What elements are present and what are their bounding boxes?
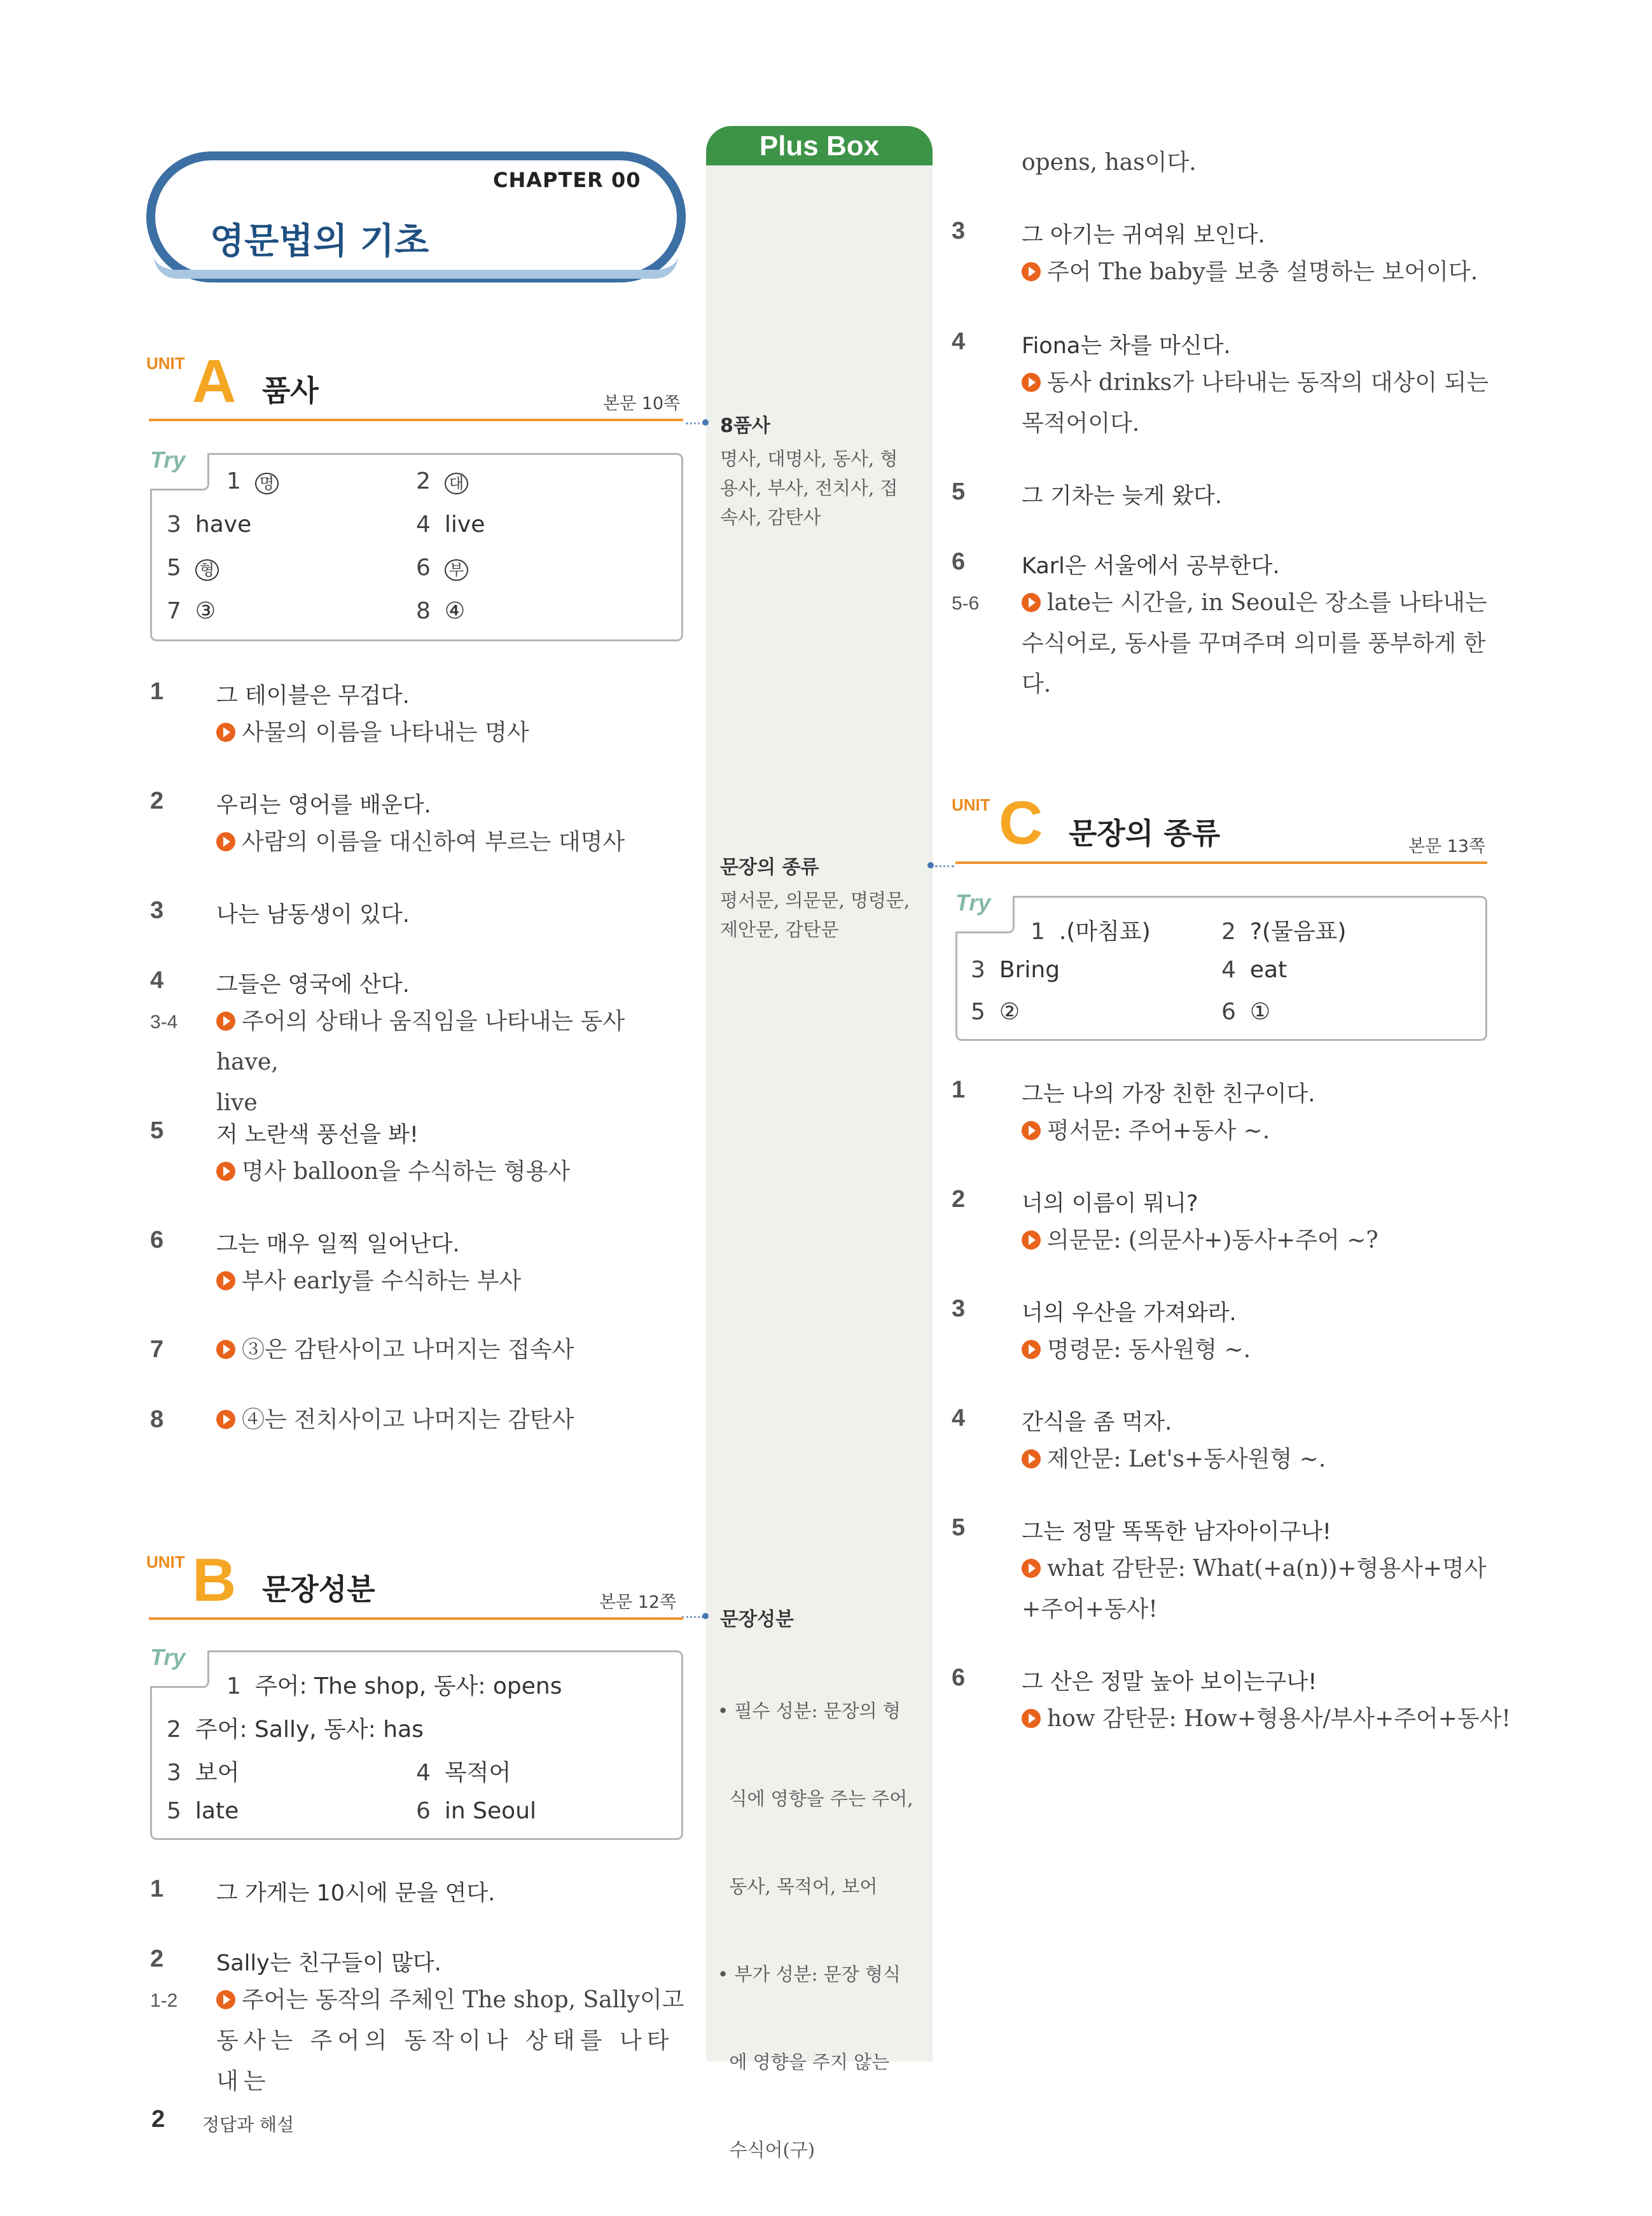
try-answer: 4 eat — [1221, 957, 1288, 983]
answer-number: 5 — [952, 478, 966, 505]
answer-explanation: 의문문: (의문사+)동사+주어 ~? — [1022, 1220, 1378, 1261]
answer-sentence: 간식을 좀 먹자. — [1022, 1410, 1172, 1435]
play-bullet-icon — [216, 1162, 235, 1181]
play-bullet-icon — [1022, 1230, 1041, 1250]
play-bullet-icon — [216, 1340, 235, 1359]
answer-explanation: 주어의 상태나 움직임을 나타내는 동사 have, live — [216, 1008, 625, 1116]
answer-explanation: how 감탄문: How+형용사/부사+주어+동사! — [1022, 1699, 1511, 1739]
try-label: Try — [150, 447, 186, 473]
play-bullet-icon — [1022, 1709, 1041, 1728]
try-answer: 2 ?(물음표) — [1221, 919, 1347, 945]
answer-sentence: 그 기차는 늦게 왔다. — [1022, 484, 1222, 509]
try-answer: 1 .(마침표) — [1031, 919, 1151, 945]
answer-sentence: 저 노란색 풍선을 봐! — [216, 1122, 419, 1148]
unit-rule — [149, 419, 683, 421]
play-bullet-icon — [216, 723, 235, 742]
play-bullet-icon — [1022, 593, 1041, 612]
play-bullet-icon — [216, 1012, 235, 1031]
play-bullet-icon — [216, 1410, 235, 1429]
answer-explanation: ④는 전치사이고 나머지는 감탄사 — [216, 1400, 574, 1440]
play-bullet-icon — [216, 1990, 235, 2009]
unit-rule — [149, 1617, 683, 1620]
answer-sentence: 그 테이블은 무겁다. — [216, 683, 410, 709]
try-answer: 5 late — [167, 1798, 239, 1824]
answer-number: 2 — [952, 1186, 966, 1213]
try-answer: 6 부 — [416, 555, 468, 581]
try-answer: 3 보어 — [167, 1760, 240, 1786]
unit-title: 품사 — [262, 373, 319, 408]
answer-number: 1 — [150, 678, 164, 705]
answer-sentence: 나는 남동생이 있다. — [216, 902, 410, 928]
try-answer: 4 live — [416, 512, 485, 538]
play-bullet-icon — [1022, 1340, 1041, 1359]
footer-label: 정답과 해설 — [202, 2114, 295, 2135]
try-answer: 6 in Seoul — [416, 1798, 537, 1824]
answer-sentence: 그들은 영국에 산다. — [216, 972, 410, 998]
play-bullet-icon — [1022, 262, 1041, 281]
play-bullet-icon — [1022, 373, 1041, 392]
answer-explanation: 동사 drinks가 나타내는 동작의 대상이 되는 목적어이다. — [1022, 370, 1489, 436]
try-answer: 4 목적어 — [416, 1760, 511, 1786]
answer-number: 3 — [952, 1295, 966, 1322]
try-answer: 2 대 — [416, 468, 468, 494]
try-answer: 5 ② — [971, 999, 1020, 1025]
answer-explanation: 주어는 동작의 주체인 The shop, Sally이고 동사는 주어의 동작이나 상태를 나타내는 — [216, 1987, 684, 2094]
answer-explanation: 주어 The baby를 보충 설명하는 보어이다. — [1022, 252, 1478, 293]
answer-explanation: 사물의 이름을 나타내는 명사 — [216, 713, 529, 753]
try-answer: 7 ③ — [167, 598, 216, 624]
chapter-label: CHAPTER 00 — [493, 168, 641, 192]
answer-explanation: 평서문: 주어+동사 ~. — [1022, 1111, 1270, 1152]
answer-range: 3-4 — [150, 1012, 178, 1033]
answer-number: 4 — [952, 1405, 966, 1432]
answer-explanation: what 감탄문: What(+a(n))+형용사+명사 +주어+동사! — [1022, 1556, 1487, 1622]
answer-number: 5 — [150, 1117, 164, 1144]
answer-sentence: 그 가게는 10시에 문을 연다. — [216, 1881, 496, 1906]
try-answer: 1 주어: The shop, 동사: opens — [226, 1673, 562, 1699]
answer-sentence: 그는 정말 똑똑한 남자아이구나! — [1022, 1519, 1331, 1545]
answer-explanation: 명령문: 동사원형 ~. — [1022, 1330, 1251, 1370]
plus-connector — [682, 1616, 704, 1618]
unit-title: 문장의 종류 — [1069, 816, 1221, 851]
answer-number: 6 — [150, 1227, 164, 1253]
answer-sentence: 너의 이름이 뭐니? — [1022, 1191, 1198, 1216]
play-bullet-icon — [216, 832, 235, 851]
try-answer: 3 have — [167, 512, 252, 538]
plus-note-heading: 문장성분 — [720, 1608, 794, 1631]
answer-range: 5-6 — [952, 593, 980, 614]
answer-sentence: 그 산은 정말 높아 보이는구나! — [1022, 1669, 1317, 1695]
try-answer: 1 명 — [226, 468, 279, 494]
answer-sentence: 그 아기는 귀여워 보인다. — [1022, 223, 1265, 248]
play-bullet-icon — [1022, 1121, 1041, 1140]
plus-dot — [702, 1613, 709, 1619]
try-answer: 2 주어: Sally, 동사: has — [167, 1717, 424, 1743]
play-bullet-icon — [216, 1271, 235, 1290]
answer-sentence: 우리는 영어를 배운다. — [216, 793, 431, 818]
answer-number: 7 — [150, 1336, 164, 1363]
plus-dot — [927, 862, 934, 868]
answer-sentence: 그는 나의 가장 친한 친구이다. — [1022, 1082, 1315, 1107]
plus-note-heading: 문장의 종류 — [720, 856, 819, 879]
answer-sentence: 너의 우산을 가져와라. — [1022, 1300, 1237, 1326]
answer-number: 2 — [150, 1946, 164, 1972]
unit-letter-b: B — [192, 1546, 237, 1614]
unit-letter-a: A — [192, 347, 237, 415]
try-answer: 8 ④ — [416, 598, 466, 624]
unit-label: UNIT — [146, 354, 185, 373]
unit-rule — [955, 861, 1487, 864]
answer-number: 5 — [952, 1514, 966, 1541]
play-bullet-icon — [1022, 1449, 1041, 1468]
try-answer: 5 형 — [167, 555, 219, 581]
try-label: Try — [150, 1644, 186, 1670]
answer-explanation: late는 시간을, in Seoul은 장소를 나타내는 수식어로, 동사를 꾸며주며 의미를 풍부하게 한다. — [1022, 590, 1487, 697]
answer-sentence: Sally는 친구들이 많다. — [216, 1951, 441, 1976]
unit-page-ref: 본문 12쪽 — [599, 1592, 677, 1612]
chapter-title: 영문법의 기초 — [210, 221, 429, 262]
answer-number: 4 — [952, 328, 966, 355]
plus-box-title: Plus Box — [706, 126, 933, 165]
try-label: Try — [955, 889, 991, 916]
plus-dot — [702, 419, 709, 426]
unit-label: UNIT — [952, 795, 990, 814]
answer-number: 2 — [150, 788, 164, 814]
answer-sentence: Karl은 서울에서 공부한다. — [1022, 554, 1280, 579]
unit-page-ref: 본문 10쪽 — [603, 394, 681, 414]
plus-note-text: 명사, 대명사, 동사, 형 용사, 부사, 전치사, 접 속사, 감탄사 — [720, 448, 898, 528]
answer-range: 1-2 — [150, 1990, 178, 2011]
answer-number: 8 — [150, 1406, 164, 1433]
answer-number: 6 — [952, 548, 966, 575]
unit-letter-c: C — [999, 789, 1043, 857]
plus-note-text: • 필수 성분: 문장의 형 식에 영향을 주는 주어, 동사, 목적어, 보어 • 부가 성분: 문장 형식 에 영향을 주지 않는 수식어(구) — [718, 1700, 913, 2161]
answer-explanation: 제안문: Let's+동사원형 ~. — [1022, 1439, 1326, 1480]
answer-explanation: 명사 balloon을 수식하는 형용사 — [216, 1152, 570, 1192]
answer-explanation: 사람의 이름을 대신하여 부르는 대명사 — [216, 822, 625, 863]
answer-sentence: 그는 매우 일찍 일어난다. — [216, 1232, 460, 1257]
unit-page-ref: 본문 13쪽 — [1408, 837, 1486, 856]
answer-number: 3 — [150, 897, 164, 924]
plus-note-heading: 8품사 — [720, 415, 770, 437]
answer-number: 1 — [952, 1077, 966, 1103]
unit-title: 문장성분 — [262, 1572, 375, 1606]
unit-label: UNIT — [146, 1552, 185, 1571]
answer-number: 1 — [150, 1876, 164, 1902]
page-number: 2 — [151, 2106, 165, 2133]
answer-explanation: ③은 감탄사이고 나머지는 접속사 — [216, 1330, 574, 1370]
answer-number: 3 — [952, 218, 966, 244]
answer-number: 6 — [952, 1664, 966, 1691]
continued-text: opens, has이다. — [1022, 150, 1197, 176]
answer-explanation: 부사 early를 수식하는 부사 — [216, 1261, 521, 1302]
answer-number: 4 — [150, 967, 164, 994]
try-answer: 3 Bring — [971, 957, 1060, 983]
plus-note-text: 평서문, 의문문, 명령문, 제안문, 감탄문 — [720, 889, 910, 940]
play-bullet-icon — [1022, 1559, 1041, 1578]
try-answer: 6 ① — [1221, 999, 1271, 1025]
answer-sentence: Fiona는 차를 마신다. — [1022, 333, 1231, 359]
plus-connector — [935, 865, 954, 867]
